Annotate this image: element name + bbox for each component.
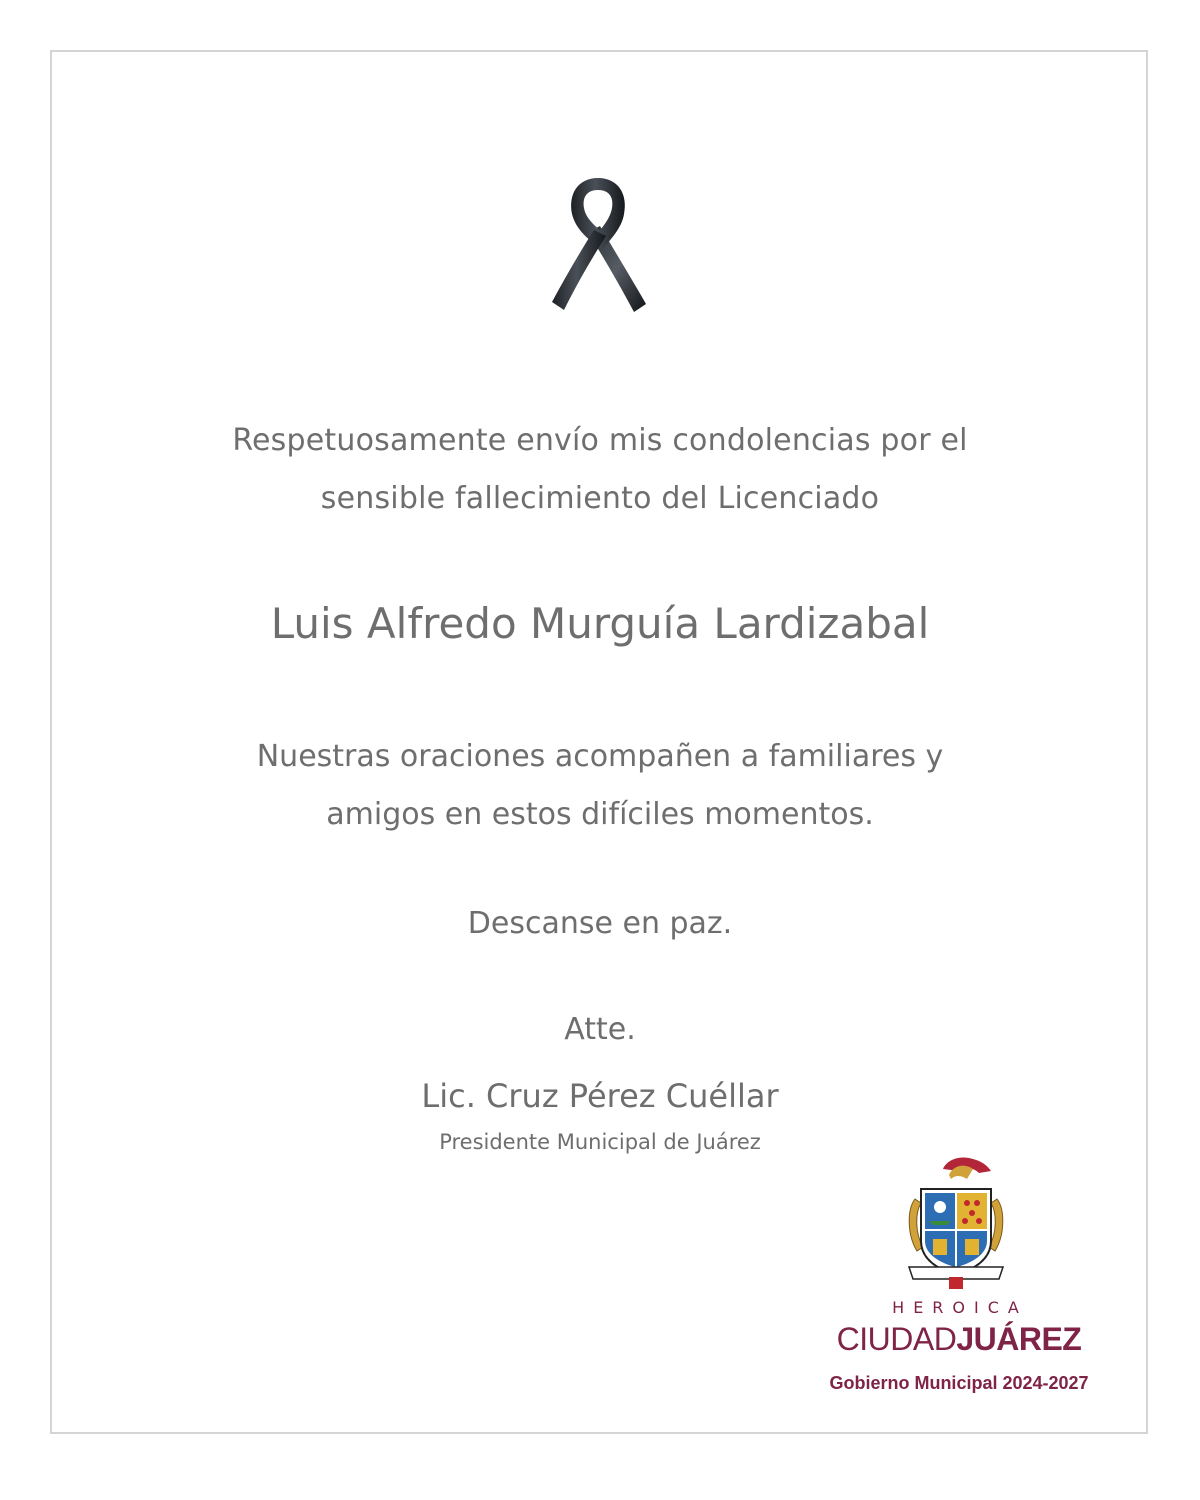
condolence-line-2: sensible fallecimiento del Licenciado (320, 481, 880, 516)
signer-title: Presidente Municipal de Juárez (439, 1130, 761, 1154)
brand-government: Gobierno Municipal 2024-2027 (829, 1373, 1089, 1393)
rest-in-peace: Descanse en paz. (467, 906, 733, 941)
brand-city-light: CIUDAD (836, 1321, 957, 1357)
brand-city-bold: JUÁREZ (956, 1321, 1082, 1357)
signer-name: Lic. Cruz Pérez Cuéllar (421, 1077, 779, 1115)
condolence-line-1: Respetuosamente envío mis condolencias por el (232, 423, 968, 458)
prayer-line-2: amigos en estos difíciles momentos. (326, 797, 874, 832)
deceased-name: Luis Alfredo Murguía Lardizabal (270, 599, 930, 648)
closing: Atte. (564, 1012, 636, 1047)
mourning-ribbon-icon (548, 172, 652, 320)
prayer-paragraph (0, 728, 1200, 844)
brand-city-wordmark (806, 1318, 1112, 1360)
brand-heroica: HEROICA (892, 1298, 1028, 1317)
prayer-line-1: Nuestras oraciones acompañen a familiares y (256, 739, 944, 774)
condolence-paragraph (0, 412, 1200, 528)
coat-of-arms-icon (903, 1155, 1009, 1291)
